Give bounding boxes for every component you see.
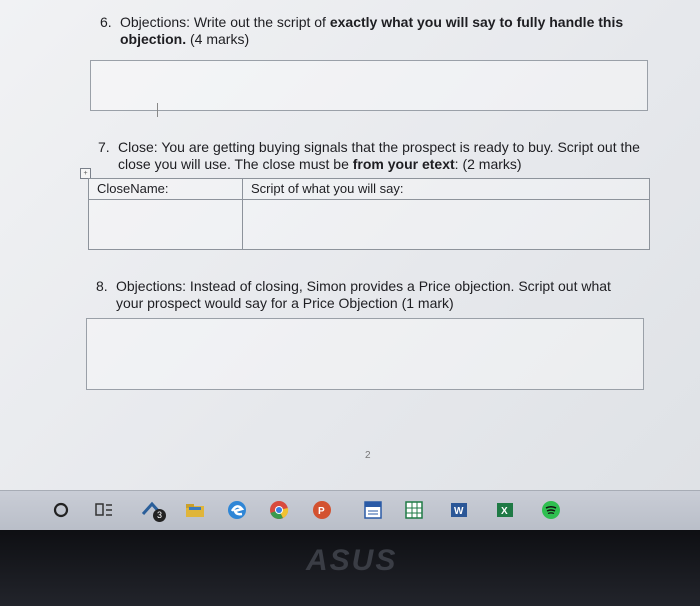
- q7-text-line1: Close: You are getting buying signals that the prospect is ready to buy. Script out the: [118, 139, 640, 155]
- q6-answer-box[interactable]: [90, 60, 648, 111]
- close-table: [88, 178, 650, 250]
- table-header-script: Script of what you will say:: [251, 181, 404, 196]
- edge-icon[interactable]: [226, 499, 248, 521]
- excel-grid-icon[interactable]: [403, 499, 425, 521]
- q6-text-suffix: (4 marks): [186, 31, 250, 47]
- q6-text-prefix: Objections: Write out the script of: [120, 14, 330, 30]
- word-icon[interactable]: [448, 499, 470, 521]
- text-cursor: [157, 103, 158, 117]
- svg-text:P: P: [318, 506, 325, 517]
- question-number: 6.: [100, 14, 112, 30]
- q7-text-suffix: : (2 marks): [454, 156, 522, 172]
- badge-app-icon[interactable]: [140, 499, 168, 521]
- task-view-icon[interactable]: [93, 499, 115, 521]
- excel-icon[interactable]: [494, 499, 516, 521]
- laptop-brand-logo: ASUS: [306, 544, 398, 577]
- q6-text-bold: exactly what you will say to fully handle this: [329, 14, 624, 30]
- q8-text-line1: Objections: Instead of closing, Simon provides a Price objection. Script out what: [116, 278, 611, 294]
- word-doc-icon[interactable]: [362, 499, 384, 521]
- page-number: 2: [365, 450, 371, 461]
- table-header-closename: CloseName:: [97, 181, 169, 196]
- taskbar: [0, 490, 700, 530]
- table-cell-closename[interactable]: [89, 179, 243, 249]
- svg-text:W: W: [454, 506, 464, 517]
- question-number: 8.: [96, 278, 108, 294]
- q8-answer-box[interactable]: [86, 318, 644, 390]
- q8-text-line2: your prospect would say for a Price Objection (1 mark): [116, 295, 454, 311]
- table-move-handle[interactable]: +: [80, 168, 91, 179]
- question-7: [98, 139, 640, 173]
- question-6: [100, 14, 623, 48]
- badge-count: 3: [153, 509, 166, 522]
- question-number: 7.: [98, 139, 110, 155]
- table-cell-script[interactable]: [243, 179, 649, 249]
- question-8: [96, 278, 611, 312]
- chrome-icon[interactable]: [268, 499, 290, 521]
- q6-text-bold-2: objection.: [120, 31, 187, 47]
- powerpoint-icon[interactable]: [311, 499, 333, 521]
- svg-text:X: X: [501, 506, 508, 517]
- start-circle-icon[interactable]: [50, 499, 72, 521]
- q7-text-prefix: close you will use. The close must be: [118, 156, 353, 172]
- spotify-icon[interactable]: [540, 499, 562, 521]
- file-explorer-icon[interactable]: [184, 499, 206, 521]
- q7-text-bold: from your etext: [352, 156, 455, 172]
